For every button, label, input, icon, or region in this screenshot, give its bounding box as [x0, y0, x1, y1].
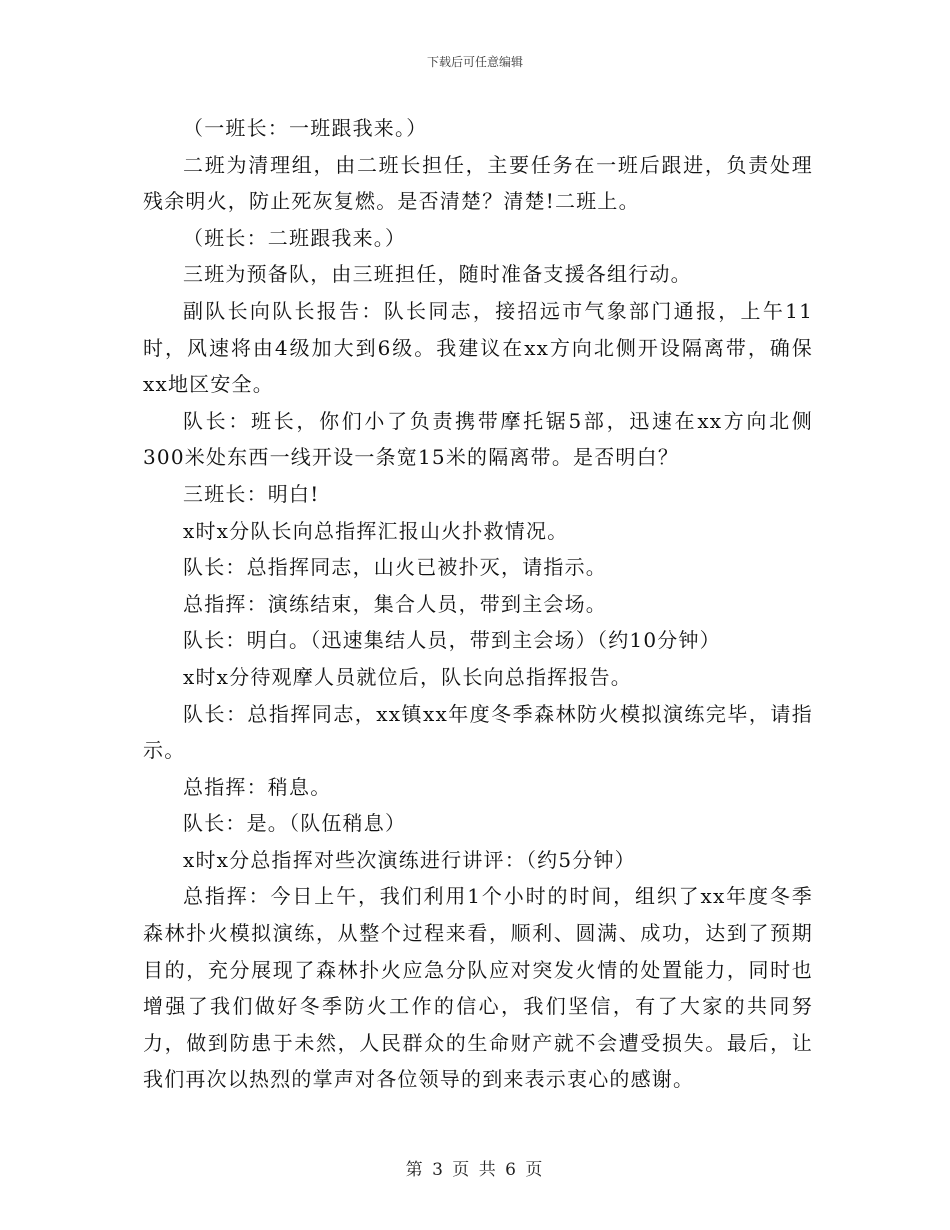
paragraph: （班长：二班跟我来。）	[183, 225, 407, 250]
page-number-footer: 第 3 页 共 6 页	[405, 1160, 545, 1180]
paragraph: 三班为预备队，由三班担任，随时准备支援各组行动。	[183, 262, 692, 287]
paragraph: 总指挥：稍息。	[183, 774, 332, 799]
paragraph: 队长：总指挥同志，山火已被扑灭，请指示。	[183, 555, 607, 580]
paragraph: （一班长：一班跟我来。）	[183, 116, 428, 140]
paragraph: x时x分待观摩人员就位后，队长向总指挥报告。	[183, 664, 632, 689]
page-header: 下载后可任意编辑	[426, 55, 523, 69]
document-body	[143, 110, 813, 1098]
paragraph: 总指挥：演练结束，集合人员，带到主会场。	[183, 591, 607, 616]
paragraph: 二班为清理组，由二班长担任，主要任务在一班后跟进，负责处理残余明火，防止死灰复燃。是否清楚？清楚!二班上。	[143, 152, 813, 214]
paragraph: x时x分队长向总指挥汇报山火扑救情况。	[183, 518, 569, 543]
paragraph: 队长：班长，你们小了负责携带摩托锯5部，迅速在xx方向北侧300米处东西一线开设一条宽15米的隔离带。是否明白？	[143, 408, 813, 470]
paragraph: 总指挥：今日上午，我们利用1个小时的时间，组织了xx年度冬季森林扑火模拟演练，从整个过程来看，顺利、圆满、成功，达到了预期目的，充分展现了森林扑火应急分队应对突发火情的处置能力，同时也增强了我们做好冬季防火工作的信心，我们坚信，有了大家的共同努力，做到防患于未然，人民群众的生命财产就不会遭受损失。最后，让我们再次以热烈的掌声对各位领导的到来表示衷心的感谢。	[143, 884, 813, 1092]
paragraph: 队长：明白。（迅速集结人员，带到主会场）（约10分钟）	[183, 628, 721, 653]
paragraph: 队长：是。（队伍稍息）	[183, 811, 407, 836]
paragraph: 副队长向队长报告：队长同志，接招远市气象部门通报，上午11时，风速将由4级加大到6级。我建议在xx方向北侧开设隔离带，确保xx地区安全。	[143, 298, 813, 397]
paragraph: x时x分总指挥对些次演练进行讲评：（约5分钟）	[183, 847, 636, 872]
paragraph: 队长：总指挥同志，xx镇xx年度冬季森林防火模拟演练完毕，请指示。	[143, 701, 813, 763]
paragraph: 三班长：明白!	[183, 481, 320, 506]
